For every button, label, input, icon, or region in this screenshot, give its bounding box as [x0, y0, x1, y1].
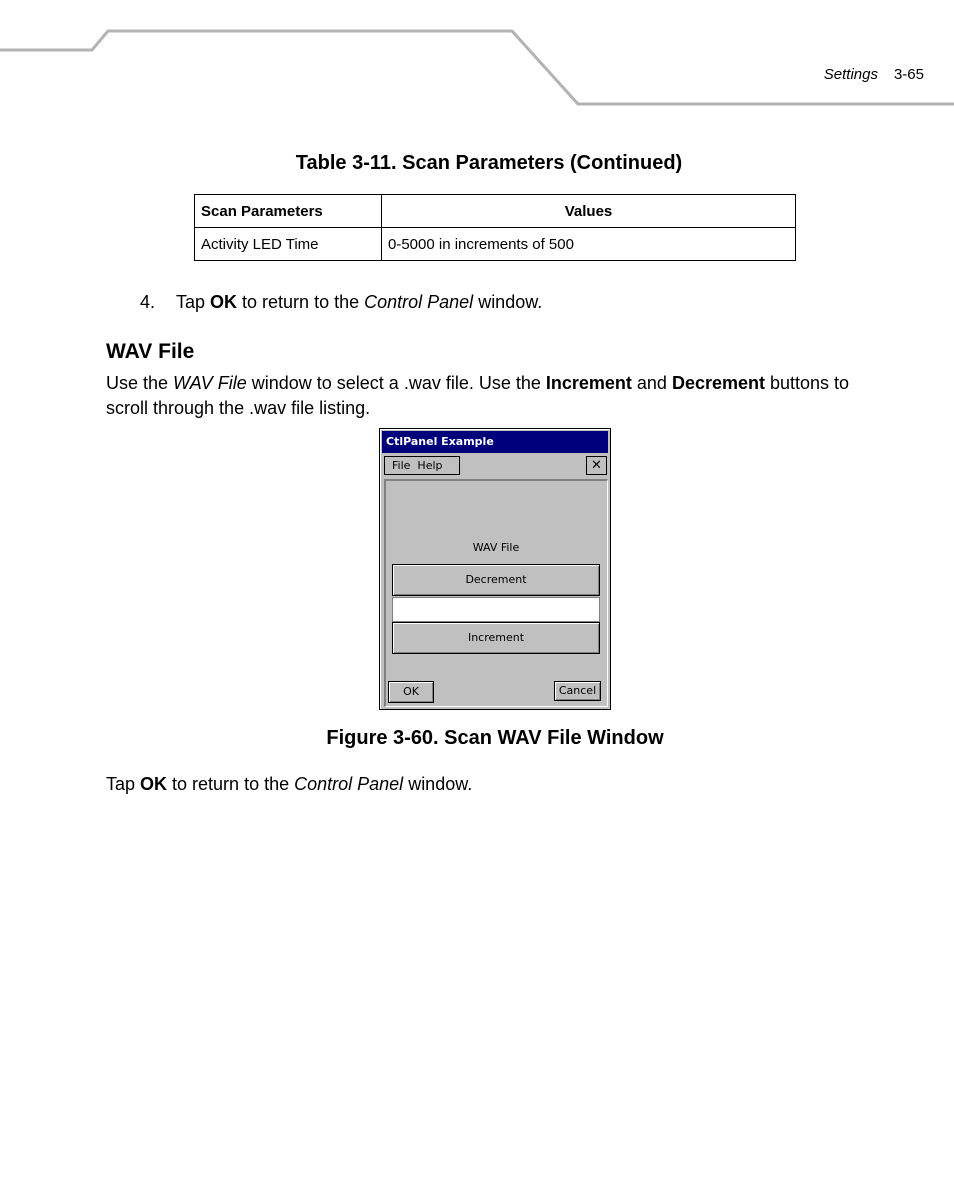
page-number: 3-65	[893, 66, 924, 83]
menu-bar	[384, 456, 460, 475]
step-italic-control-panel: Control Panel	[364, 292, 474, 312]
window-title-bar: CtlPanel Example	[382, 431, 608, 453]
menu-help[interactable]: Help	[417, 459, 443, 472]
body-italic: WAV File	[173, 373, 247, 393]
table-title: Table 3-11. Scan Parameters (Continued)	[295, 152, 683, 174]
step-text: to return to the	[237, 292, 365, 312]
wav-file-label: WAV File	[472, 541, 520, 554]
scan-parameters-table	[194, 194, 796, 261]
running-head	[824, 66, 924, 83]
closing-text: Tap	[106, 774, 141, 794]
body-text: buttons to scroll through the .wav file listing.	[106, 373, 850, 418]
section-body	[106, 371, 896, 421]
body-text: Use the	[106, 373, 174, 393]
table-cell-parameter: Activity LED Time	[195, 228, 382, 261]
closing-text: window.	[403, 774, 473, 794]
closing-text: to return to the	[167, 774, 295, 794]
ok-button[interactable]: OK	[388, 681, 434, 703]
table-header-row	[195, 195, 796, 228]
section-heading: WAV File	[106, 340, 195, 363]
body-bold-increment: Increment	[545, 373, 632, 393]
header-rule	[0, 0, 954, 110]
body-bold-decrement: Decrement	[671, 373, 765, 393]
cancel-button[interactable]: Cancel	[554, 681, 601, 701]
step-number: 4.	[140, 292, 156, 312]
step-text: window.	[473, 292, 543, 312]
step-bold-ok: OK	[210, 292, 238, 312]
window-client-area	[384, 479, 608, 707]
closing-italic-control-panel: Control Panel	[294, 774, 404, 794]
menu-file[interactable]: File	[392, 459, 411, 472]
closing-instruction	[106, 772, 472, 797]
column-header-values: Values	[382, 195, 796, 228]
body-text: and	[631, 373, 672, 393]
increment-button[interactable]: Increment	[392, 622, 600, 654]
running-head-section: Settings	[823, 66, 878, 83]
close-icon: ✕	[591, 458, 602, 473]
step-4	[140, 290, 542, 315]
wav-file-field[interactable]	[392, 597, 600, 622]
figure-caption: Figure 3-60. Scan WAV File Window	[326, 727, 664, 749]
step-text: Tap	[176, 292, 211, 312]
table-cell-value: 0-5000 in increments of 500	[382, 228, 796, 261]
wav-file-window	[379, 428, 611, 710]
table-row	[195, 228, 796, 261]
body-text: window to select a .wav file. Use the	[246, 373, 546, 393]
close-button[interactable]	[586, 456, 607, 475]
decrement-button[interactable]: Decrement	[392, 564, 600, 596]
column-header-scan-parameters: Scan Parameters	[195, 195, 382, 228]
closing-bold-ok: OK	[140, 774, 168, 794]
